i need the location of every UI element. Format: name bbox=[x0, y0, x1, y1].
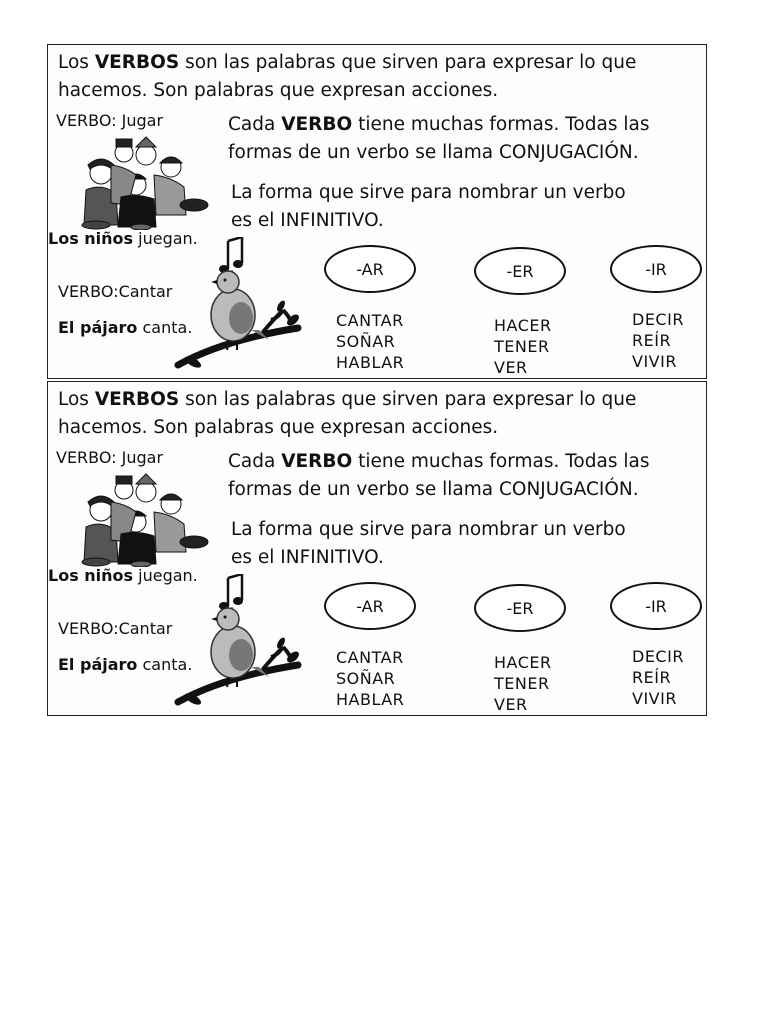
list-item: VIVIR bbox=[632, 352, 677, 371]
verb-jugar-label: VERBO: Jugar bbox=[56, 111, 164, 130]
para2-line1: La forma que sirve para nombrar un verbo bbox=[231, 182, 626, 203]
list-item: REÍR bbox=[632, 668, 672, 687]
para2-line2: es el INFINITIVO. bbox=[231, 547, 384, 568]
list-item: TENER bbox=[494, 337, 550, 356]
intro-line1-start: Los bbox=[58, 389, 95, 410]
para1-start: Cada bbox=[228, 451, 282, 472]
ar-verb-list bbox=[336, 310, 404, 373]
verb-card-1 bbox=[47, 44, 707, 379]
ar-verb-list bbox=[336, 647, 404, 710]
oval-ir: -IR bbox=[610, 582, 702, 630]
ir-verb-list bbox=[632, 646, 684, 709]
para1-line2: formas de un verbo se llama CONJUGACIÓN. bbox=[228, 479, 639, 500]
intro-line1-end: son las palabras que sirven para expresar lo que bbox=[179, 389, 637, 410]
list-item: HACER bbox=[494, 653, 552, 672]
infinitive-paragraph bbox=[231, 516, 626, 572]
intro-verbos-bold: VERBOS bbox=[94, 389, 180, 410]
intro-line2: hacemos. Son palabras que expresan acciones. bbox=[58, 80, 499, 101]
er-verb-list bbox=[494, 315, 552, 378]
para1-line2: formas de un verbo se llama CONJUGACIÓN. bbox=[228, 142, 639, 163]
para1-verbo-bold: VERBO bbox=[281, 114, 353, 135]
list-item: CANTAR bbox=[336, 311, 404, 330]
list-item: DECIR bbox=[632, 647, 684, 666]
bird-on-branch-illustration bbox=[173, 607, 308, 712]
children-playing-illustration bbox=[66, 135, 211, 230]
ninos-example bbox=[48, 229, 198, 248]
intro-line1-start: Los bbox=[58, 52, 95, 73]
para2-line2: es el INFINITIVO. bbox=[231, 210, 384, 231]
list-item: REÍR bbox=[632, 331, 672, 350]
verb-card-2 bbox=[47, 381, 707, 716]
ninos-bold: Los niños bbox=[48, 566, 134, 585]
pajaro-bold: El pájaro bbox=[58, 318, 138, 337]
oval-ar: -AR bbox=[324, 582, 416, 630]
list-item: SOÑAR bbox=[336, 332, 396, 351]
para2-line1: La forma que sirve para nombrar un verbo bbox=[231, 519, 626, 540]
pajaro-bold: El pájaro bbox=[58, 655, 138, 674]
list-item: VER bbox=[494, 358, 528, 377]
conjugation-paragraph bbox=[228, 111, 649, 167]
infinitive-paragraph bbox=[231, 179, 626, 235]
er-verb-list bbox=[494, 652, 552, 715]
para1-end: tiene muchas formas. Todas las bbox=[352, 114, 650, 135]
ninos-bold: Los niños bbox=[48, 229, 134, 248]
para1-end: tiene muchas formas. Todas las bbox=[352, 451, 650, 472]
intro-line2: hacemos. Son palabras que expresan acciones. bbox=[58, 417, 499, 438]
children-playing-illustration bbox=[66, 472, 211, 567]
ninos-rest: juegan. bbox=[133, 566, 198, 585]
oval-er: -ER bbox=[474, 584, 566, 632]
pajaro-rest: canta. bbox=[137, 318, 193, 337]
verb-jugar-label: VERBO: Jugar bbox=[56, 448, 164, 467]
ninos-rest: juegan. bbox=[133, 229, 198, 248]
intro-verbos-bold: VERBOS bbox=[94, 52, 180, 73]
pajaro-rest: canta. bbox=[137, 655, 193, 674]
list-item: SOÑAR bbox=[336, 669, 396, 688]
bird-on-branch-illustration bbox=[173, 270, 308, 375]
list-item: TENER bbox=[494, 674, 550, 693]
list-item: HABLAR bbox=[336, 353, 405, 372]
verb-cantar-label: VERBO:Cantar bbox=[58, 282, 173, 301]
intro-line1-end: son las palabras que sirven para expresar lo que bbox=[179, 52, 637, 73]
oval-ar: -AR bbox=[324, 245, 416, 293]
ninos-example bbox=[48, 566, 198, 585]
list-item: DECIR bbox=[632, 310, 684, 329]
para1-verbo-bold: VERBO bbox=[281, 451, 353, 472]
list-item: HACER bbox=[494, 316, 552, 335]
list-item: VIVIR bbox=[632, 689, 677, 708]
para1-start: Cada bbox=[228, 114, 282, 135]
oval-er: -ER bbox=[474, 247, 566, 295]
conjugation-paragraph bbox=[228, 448, 649, 504]
list-item: VER bbox=[494, 695, 528, 714]
intro-text bbox=[58, 49, 636, 105]
list-item: HABLAR bbox=[336, 690, 405, 709]
verb-cantar-label: VERBO:Cantar bbox=[58, 619, 173, 638]
list-item: CANTAR bbox=[336, 648, 404, 667]
intro-text bbox=[58, 386, 636, 442]
ir-verb-list bbox=[632, 309, 684, 372]
oval-ir: -IR bbox=[610, 245, 702, 293]
